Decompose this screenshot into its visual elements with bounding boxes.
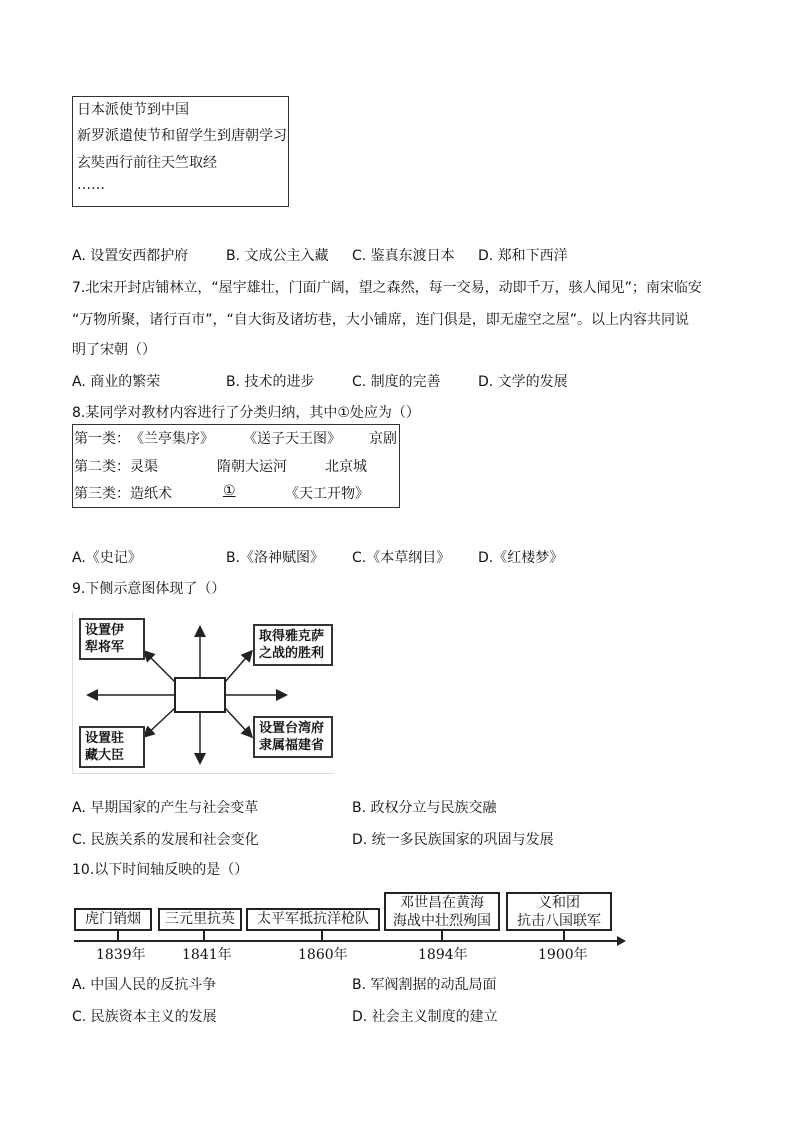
q6-box-line: 新罗派遣使节和留学生到唐朝学习 xyxy=(77,128,287,144)
q7-option-d[interactable]: D. 文学的发展 xyxy=(478,374,568,390)
q6-box-line: …… xyxy=(77,177,105,193)
q10-event-text: 邓世昌在黄海 xyxy=(400,895,484,911)
q10-timeline xyxy=(72,888,627,963)
q10-event-box xyxy=(246,908,380,931)
q9-option-a[interactable]: A. 早期国家的产生与社会变革 xyxy=(72,800,259,816)
q8-option-d[interactable]: D.《红楼梦》 xyxy=(478,550,564,566)
q8-row2-item: 灵渠 xyxy=(130,459,158,475)
q7-stem-line1: 7.北宋开封店铺林立，“屋宇雄壮，门面广阔，望之森然，每一交易，动即千万，骇人闻见”；南宋临安 xyxy=(72,280,702,296)
q8-row1-item: 《兰亭集序》 xyxy=(130,431,214,447)
q10-event-text: 海战中壮烈殉国 xyxy=(393,913,491,929)
q10-event-text: 义和团 xyxy=(538,895,580,911)
q7-stem-line3: 明了宋朝（） xyxy=(72,342,156,358)
q10-event-box xyxy=(384,892,500,931)
q10-year-label: 1900年 xyxy=(538,947,588,963)
q10-event-text: 抗击八国联军 xyxy=(517,913,601,929)
q10-event-box xyxy=(506,892,612,931)
q9-box-text: 之战的胜利 xyxy=(259,646,325,661)
q7-option-b[interactable]: B. 技术的进步 xyxy=(226,374,315,390)
q8-row1-item: 京剧 xyxy=(369,431,397,447)
q8-row3-item: 造纸术 xyxy=(130,486,172,502)
q8-row2-item: 北京城 xyxy=(325,459,367,475)
q6-material-box xyxy=(72,96,289,207)
q8-option-b[interactable]: B.《洛神赋图》 xyxy=(226,550,325,566)
q10-option-d[interactable]: D. 社会主义制度的建立 xyxy=(352,1009,498,1025)
q10-event-text: 三元里抗英 xyxy=(165,911,235,927)
q10-year-label: 1841年 xyxy=(182,947,232,963)
q6-option-a[interactable]: A. 设置安西都护府 xyxy=(72,248,189,264)
q10-stem: 10.以下时间轴反映的是（） xyxy=(72,862,249,878)
q6-box-line: 日本派使节到中国 xyxy=(77,102,189,118)
q9-diagram xyxy=(72,612,334,774)
q9-box-text: 设置驻 xyxy=(85,731,125,746)
q8-blank-marker: ① xyxy=(223,483,236,499)
q9-option-c[interactable]: C. 民族关系的发展和社会变化 xyxy=(72,832,259,848)
q8-row2-label: 第二类： xyxy=(74,459,130,475)
q8-row2-item: 隋朝大运河 xyxy=(217,459,287,475)
q8-category-table xyxy=(72,424,400,508)
q9-box-bottom-right xyxy=(253,716,333,758)
q9-box-text: 藏大臣 xyxy=(85,748,125,763)
q9-box-text: 取得雅克萨 xyxy=(259,629,325,644)
q7-option-c[interactable]: C. 制度的完善 xyxy=(352,374,441,390)
q9-box-top-left xyxy=(79,618,145,660)
q7-option-a[interactable]: A. 商业的繁荣 xyxy=(72,374,161,390)
q8-row3-label: 第三类： xyxy=(74,486,130,502)
q10-option-a[interactable]: A. 中国人民的反抗斗争 xyxy=(72,977,217,993)
q9-box-top-right xyxy=(253,624,333,666)
q10-event-text: 虎门销烟 xyxy=(85,911,141,927)
q6-box-line: 玄奘西行前往天竺取经 xyxy=(77,155,217,171)
q9-box-text: 设置伊 xyxy=(85,623,125,638)
q10-year-label: 1894年 xyxy=(418,947,468,963)
q9-box-text: 隶属福建省 xyxy=(259,738,325,753)
q9-box-text: 设置台湾府 xyxy=(259,721,325,736)
q9-box-bottom-left xyxy=(79,726,145,768)
q6-option-b[interactable]: B. 文成公主入藏 xyxy=(226,248,329,264)
q6-option-d[interactable]: D. 郑和下西洋 xyxy=(478,248,568,264)
q8-row1-label: 第一类： xyxy=(74,431,130,447)
q10-option-b[interactable]: B. 军阀割据的动乱局面 xyxy=(352,977,497,993)
q10-year-label: 1839年 xyxy=(96,947,146,963)
q9-option-d[interactable]: D. 统一多民族国家的巩固与发展 xyxy=(352,832,554,848)
q9-option-b[interactable]: B. 政权分立与民族交融 xyxy=(352,800,497,816)
q10-event-box xyxy=(158,908,242,931)
q8-stem: 8.某同学对教材内容进行了分类归纳，其中①处应为（） xyxy=(72,405,420,421)
q10-year-label: 1860年 xyxy=(298,947,348,963)
q8-row1-item: 《送子天王图》 xyxy=(243,431,341,447)
q8-option-c[interactable]: C.《本草纲目》 xyxy=(352,550,451,566)
q8-row3-item: 《天工开物》 xyxy=(285,486,369,502)
q8-option-a[interactable]: A.《史记》 xyxy=(72,550,142,566)
q9-stem: 9.下侧示意图体现了（） xyxy=(72,581,226,597)
q10-event-box xyxy=(74,908,152,931)
q6-option-c[interactable]: C. 鉴真东渡日本 xyxy=(352,248,455,264)
q10-event-text: 太平军抵抗洋枪队 xyxy=(257,911,369,927)
q10-option-c[interactable]: C. 民族资本主义的发展 xyxy=(72,1009,217,1025)
q7-stem-line2: “万物所聚，诸行百市”，“自大街及诸坊巷，大小铺席，连门俱是，即无虚空之屋”。以上内容共同说 xyxy=(72,312,690,328)
q9-box-text: 犁将军 xyxy=(85,640,125,655)
